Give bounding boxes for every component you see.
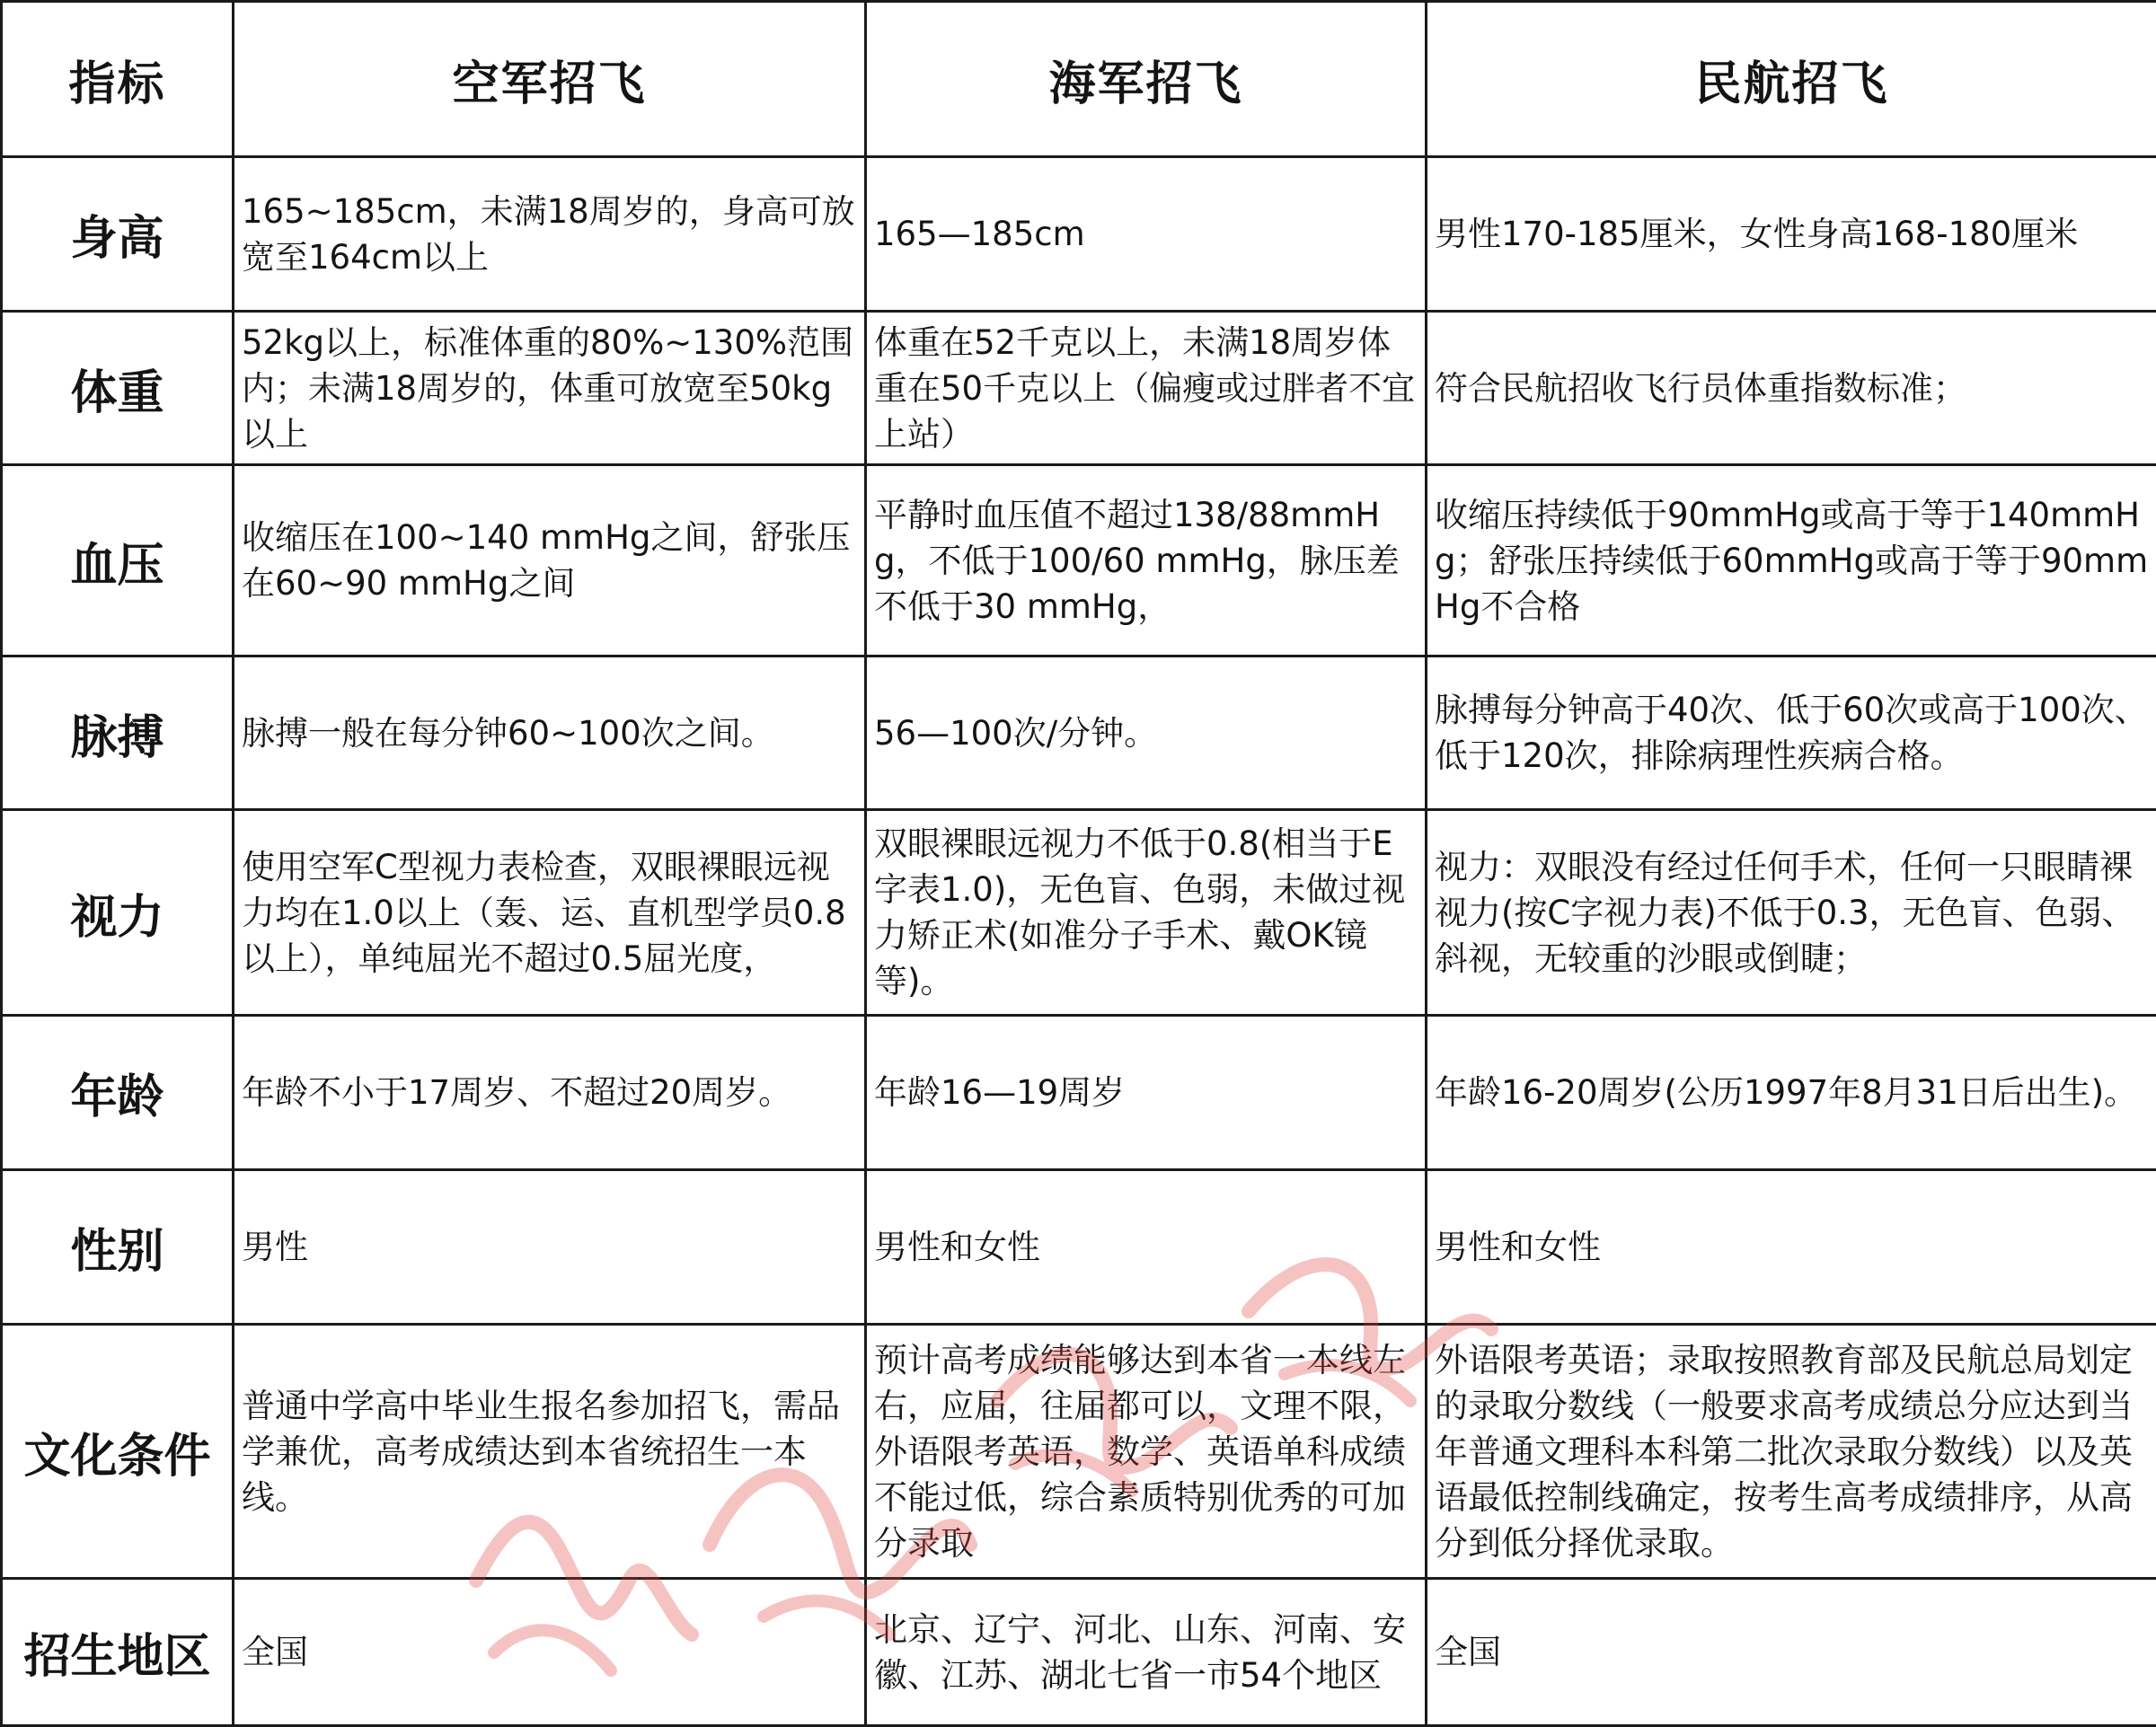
row-label-vision: 视力 <box>2 810 234 1016</box>
cell-navy-height: 165—185cm <box>866 157 1427 312</box>
row-label-education: 文化条件 <box>2 1325 234 1579</box>
cell-air-force-pulse: 脉搏一般在每分钟60~100次之间。 <box>234 656 866 810</box>
row-label-pulse: 脉搏 <box>2 656 234 810</box>
cell-civil-weight: 符合民航招收飞行员体重指数标准； <box>1427 312 2156 465</box>
cell-air-force-education: 普通中学高中毕业生报名参加招飞，需品学兼优，高考成绩达到本省统招生一本线。 <box>234 1325 866 1579</box>
header-air-force: 空军招飞 <box>234 2 866 157</box>
table-row-education <box>2 1325 2156 1579</box>
table-row-age <box>2 1016 2156 1170</box>
cell-navy-vision: 双眼裸眼远视力不低于0.8(相当于E字表1.0)，无色盲、色弱，未做过视力矫正术(如准分子手术、戴OK镜等)。 <box>866 810 1427 1016</box>
row-label-region: 招生地区 <box>2 1579 234 1726</box>
cell-navy-gender: 男性和女性 <box>866 1170 1427 1325</box>
cell-navy-age: 年龄16—19周岁 <box>866 1016 1427 1170</box>
cell-navy-region: 北京、辽宁、河北、山东、河南、安徽、江苏、湖北七省一市54个地区 <box>866 1579 1427 1726</box>
table-row-gender <box>2 1170 2156 1325</box>
cell-civil-vision: 视力：双眼没有经过任何手术，任何一只眼睛裸视力(按C字视力表)不低于0.3，无色盲、色弱、斜视，无较重的沙眼或倒睫； <box>1427 810 2156 1016</box>
cell-air-force-age: 年龄不小于17周岁、不超过20周岁。 <box>234 1016 866 1170</box>
header-navy: 海军招飞 <box>866 2 1427 157</box>
row-label-height: 身高 <box>2 157 234 312</box>
table-row-pulse <box>2 656 2156 810</box>
header-civil-aviation: 民航招飞 <box>1427 2 2156 157</box>
cell-civil-region: 全国 <box>1427 1579 2156 1726</box>
cell-civil-height: 男性170-185厘米，女性身高168-180厘米 <box>1427 157 2156 312</box>
header-row <box>2 2 2156 157</box>
cell-air-force-height: 165~185cm，未满18周岁的，身高可放宽至164cm以上 <box>234 157 866 312</box>
cell-air-force-vision: 使用空军C型视力表检查，双眼裸眼远视力均在1.0以上（轰、运、直机型学员0.8以上），单纯屈光不超过0.5屈光度， <box>234 810 866 1016</box>
cell-civil-education: 外语限考英语；录取按照教育部及民航总局划定的录取分数线（一般要求高考成绩总分应达到当年普通文理科本科第二批次录取分数线）以及英语最低控制线确定，按考生高考成绩排序，从高分到低分择优录取。 <box>1427 1325 2156 1579</box>
cell-civil-pulse: 脉搏每分钟高于40次、低于60次或高于100次、低于120次，排除病理性疾病合格。 <box>1427 656 2156 810</box>
cell-air-force-gender: 男性 <box>234 1170 866 1325</box>
cell-civil-age: 年龄16-20周岁(公历1997年8月31日后出生)。 <box>1427 1016 2156 1170</box>
row-label-blood-pressure: 血压 <box>2 465 234 656</box>
cell-civil-gender: 男性和女性 <box>1427 1170 2156 1325</box>
cell-civil-blood-pressure: 收缩压持续低于90mmHg或高于等于140mmHg；舒张压持续低于60mmHg或高于等于90mmHg不合格 <box>1427 465 2156 656</box>
header-indicator: 指标 <box>2 2 234 157</box>
cell-air-force-region: 全国 <box>234 1579 866 1726</box>
row-label-weight: 体重 <box>2 312 234 465</box>
table-row-height <box>2 157 2156 312</box>
cell-navy-education: 预计高考成绩能够达到本省一本线左右，应届，往届都可以，文理不限，外语限考英语，数学、英语单科成绩不能过低，综合素质特别优秀的可加分录取 <box>866 1325 1427 1579</box>
cell-navy-weight: 体重在52千克以上，未满18周岁体重在50千克以上（偏瘦或过胖者不宜上站） <box>866 312 1427 465</box>
cell-air-force-weight: 52kg以上，标准体重的80%~130%范围内；未满18周岁的，体重可放宽至50kg以上 <box>234 312 866 465</box>
table-row-vision <box>2 810 2156 1016</box>
cell-navy-blood-pressure: 平静时血压值不超过138/88mmHg，不低于100/60 mmHg，脉压差不低于30 mmHg， <box>866 465 1427 656</box>
row-label-gender: 性别 <box>2 1170 234 1325</box>
table-row-blood-pressure <box>2 465 2156 656</box>
cell-air-force-blood-pressure: 收缩压在100~140 mmHg之间，舒张压在60~90 mmHg之间 <box>234 465 866 656</box>
cell-navy-pulse: 56—100次/分钟。 <box>866 656 1427 810</box>
table-row-region <box>2 1579 2156 1726</box>
row-label-age: 年龄 <box>2 1016 234 1170</box>
table-row-weight <box>2 312 2156 465</box>
